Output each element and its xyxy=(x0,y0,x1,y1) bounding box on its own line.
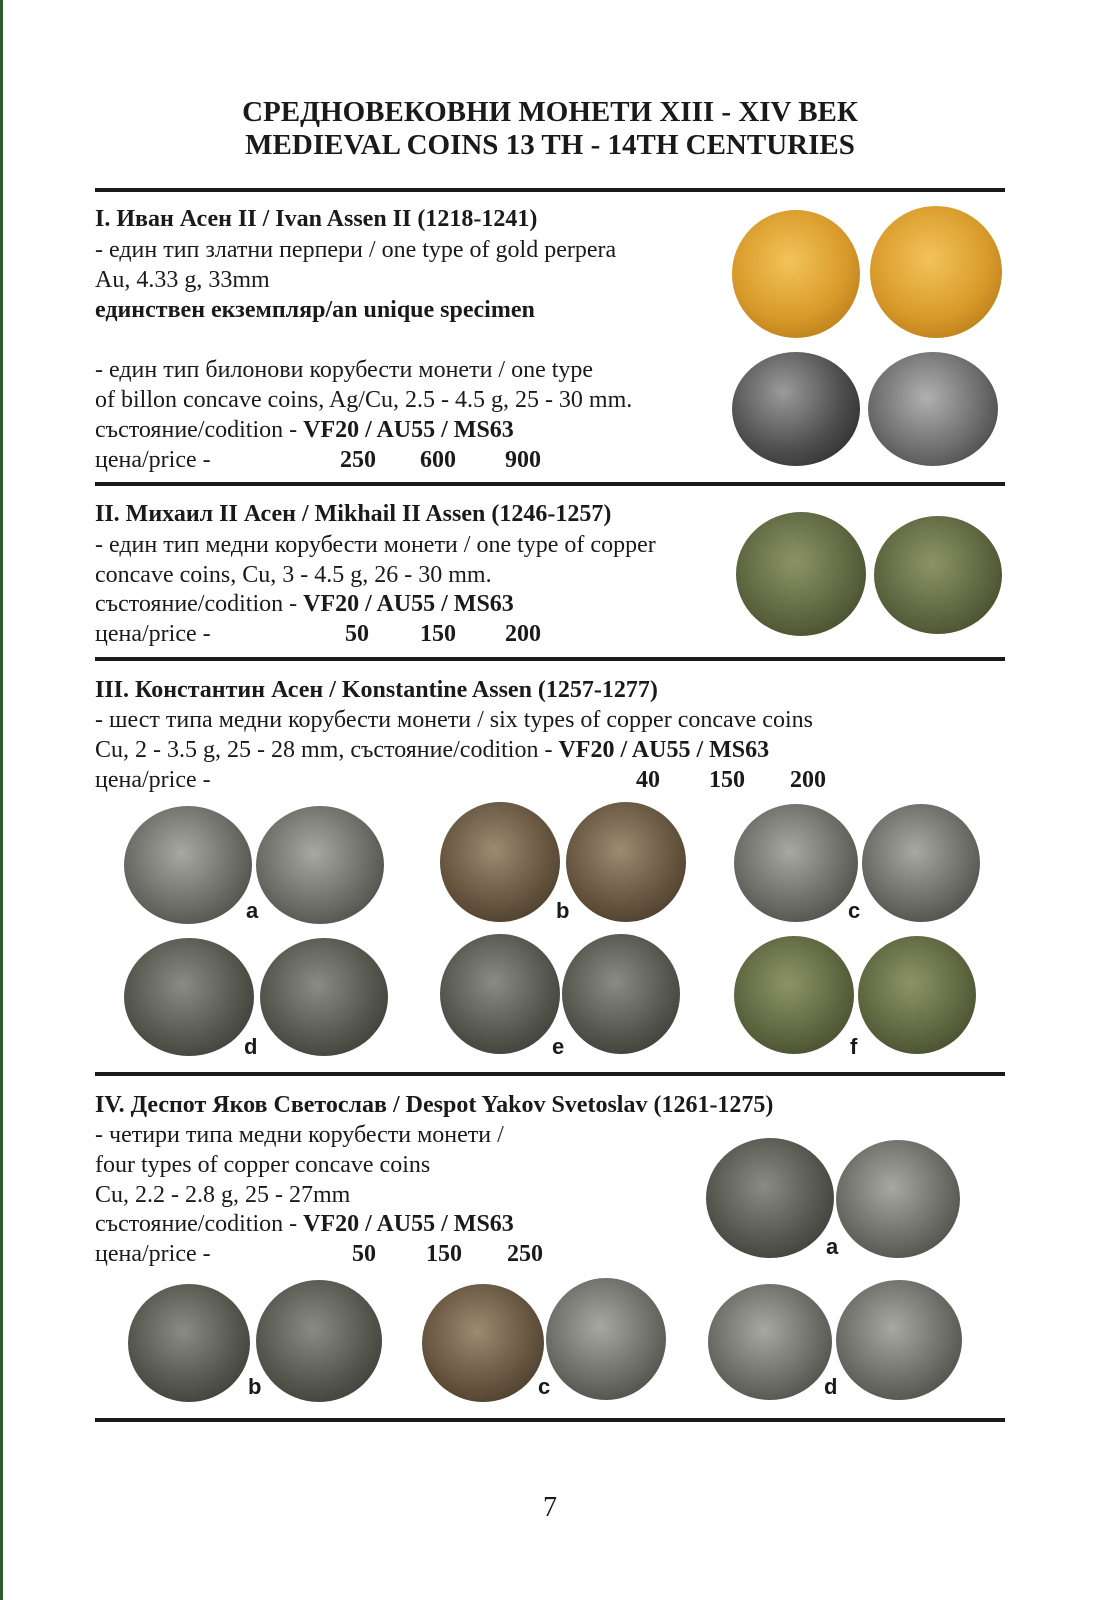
coin-image xyxy=(546,1278,666,1400)
description-line: - шест типа медни корубести монети / six types of copper concave coins xyxy=(95,707,813,733)
coin-image xyxy=(734,936,854,1054)
page-number: 7 xyxy=(543,1492,557,1523)
coin-image xyxy=(836,1140,960,1258)
unique-specimen-note: единствен екземпляр/an unique specimen xyxy=(95,297,535,323)
price-value: 250 xyxy=(507,1241,543,1267)
coin-image xyxy=(256,1280,382,1402)
variant-label: e xyxy=(552,1034,565,1059)
price-value: 50 xyxy=(345,621,369,647)
section-heading: IV. Деспот Яков Светослав / Despot Yakov Svetoslav (1261-1275) xyxy=(95,1092,774,1118)
coin-image xyxy=(256,806,384,924)
specs-text: Cu, 2 - 3.5 g, 25 - 28 mm, състояние/codition - xyxy=(95,737,559,763)
variant-label: d xyxy=(244,1034,258,1059)
variant-label: a xyxy=(246,898,259,923)
page-title-bg: СРЕДНОВЕКОВНИ МОНЕТИ XIII - XIV ВЕК xyxy=(242,96,858,128)
price-label: цена/price - xyxy=(95,447,211,473)
variant-label: b xyxy=(248,1374,262,1399)
price-label: цена/price - xyxy=(95,621,211,647)
coin-image xyxy=(732,210,860,338)
price-value: 200 xyxy=(505,621,541,647)
price-label: цена/price - xyxy=(95,767,211,793)
coin-image xyxy=(736,512,866,636)
coin-image xyxy=(708,1284,832,1400)
coin-image xyxy=(124,938,254,1056)
coin-image xyxy=(732,352,860,466)
coin-image xyxy=(734,804,861,923)
section-heading: II. Михаил II Асен / Mikhail II Assen (1246-1257) xyxy=(95,501,612,527)
condition-grades: VF20 / AU55 / MS63 xyxy=(303,591,514,617)
description-line: Au, 4.33 g, 33mm xyxy=(95,267,270,293)
coin-image xyxy=(874,516,1002,634)
condition-line xyxy=(95,590,514,618)
variant-label: a xyxy=(826,1234,839,1259)
section-divider xyxy=(95,1072,1005,1076)
price-value: 900 xyxy=(505,447,541,473)
coin-image xyxy=(836,1280,962,1400)
coin-image xyxy=(440,802,560,922)
condition-label: състояние/codition - xyxy=(95,1211,304,1237)
section-divider xyxy=(95,188,1005,192)
condition-grades: VF20 / AU55 / MS63 xyxy=(303,1211,514,1237)
coin-image xyxy=(566,802,686,922)
condition-label: състояние/codition - xyxy=(95,591,304,617)
coin-image xyxy=(870,206,1002,338)
price-value: 150 xyxy=(426,1241,462,1267)
condition-grades: VF20 / AU55 / MS63 xyxy=(303,417,514,443)
condition-line xyxy=(95,1210,514,1238)
description-line: - четири типа медни корубести монети / xyxy=(95,1122,504,1148)
description-line: - един тип златни перпери / one type of gold perpera xyxy=(95,237,617,263)
coin-image xyxy=(858,936,976,1054)
section-divider xyxy=(95,657,1005,661)
price-value: 200 xyxy=(790,767,826,793)
page-title-en: MEDIEVAL COINS 13 TH - 14TH CENTURIES xyxy=(245,129,855,161)
coin-image xyxy=(260,938,388,1056)
description-line: - един тип медни корубести монети / one type of copper xyxy=(95,532,656,558)
section-heading: I. Иван Асен II / Ivan Assen II (1218-1241) xyxy=(95,206,538,232)
variant-label: b xyxy=(556,898,570,923)
condition-label: състояние/codition - xyxy=(95,417,304,443)
variant-label: d xyxy=(824,1374,838,1399)
description-line xyxy=(95,736,769,764)
price-value: 50 xyxy=(352,1241,376,1267)
price-value: 150 xyxy=(420,621,456,647)
price-value: 600 xyxy=(420,447,456,473)
coin-image xyxy=(422,1284,544,1402)
condition-grades: VF20 / AU55 / MS63 xyxy=(558,737,770,763)
coin-image xyxy=(562,934,680,1054)
page-edge xyxy=(0,0,3,1600)
variant-label: f xyxy=(850,1034,858,1059)
section-divider xyxy=(95,1418,1005,1422)
variant-label: c xyxy=(538,1374,551,1399)
description-line: of billon concave coins, Ag/Cu, 2.5 - 4.5 g, 25 - 30 mm. xyxy=(95,387,633,413)
coin-image xyxy=(862,804,980,922)
description-line: four types of copper concave coins xyxy=(95,1152,431,1178)
coin-image xyxy=(440,934,560,1054)
section-heading: III. Константин Асен / Konstantine Assen (1257-1277) xyxy=(95,677,658,703)
condition-line xyxy=(95,416,514,444)
price-label: цена/price - xyxy=(95,1241,211,1267)
coin-image xyxy=(868,352,998,466)
description-line: - един тип билонови корубести монети / one type xyxy=(95,357,594,383)
price-value: 150 xyxy=(709,767,745,793)
coin-image xyxy=(128,1284,250,1402)
variant-label: c xyxy=(848,898,861,923)
section-divider xyxy=(95,482,1005,486)
coin-image xyxy=(706,1138,834,1258)
coin-image xyxy=(124,806,252,924)
description-line: Cu, 2.2 - 2.8 g, 25 - 27mm xyxy=(95,1182,351,1208)
price-value: 40 xyxy=(636,767,660,793)
price-value: 250 xyxy=(340,447,376,473)
description-line: concave coins, Cu, 3 - 4.5 g, 26 - 30 mm. xyxy=(95,562,492,588)
